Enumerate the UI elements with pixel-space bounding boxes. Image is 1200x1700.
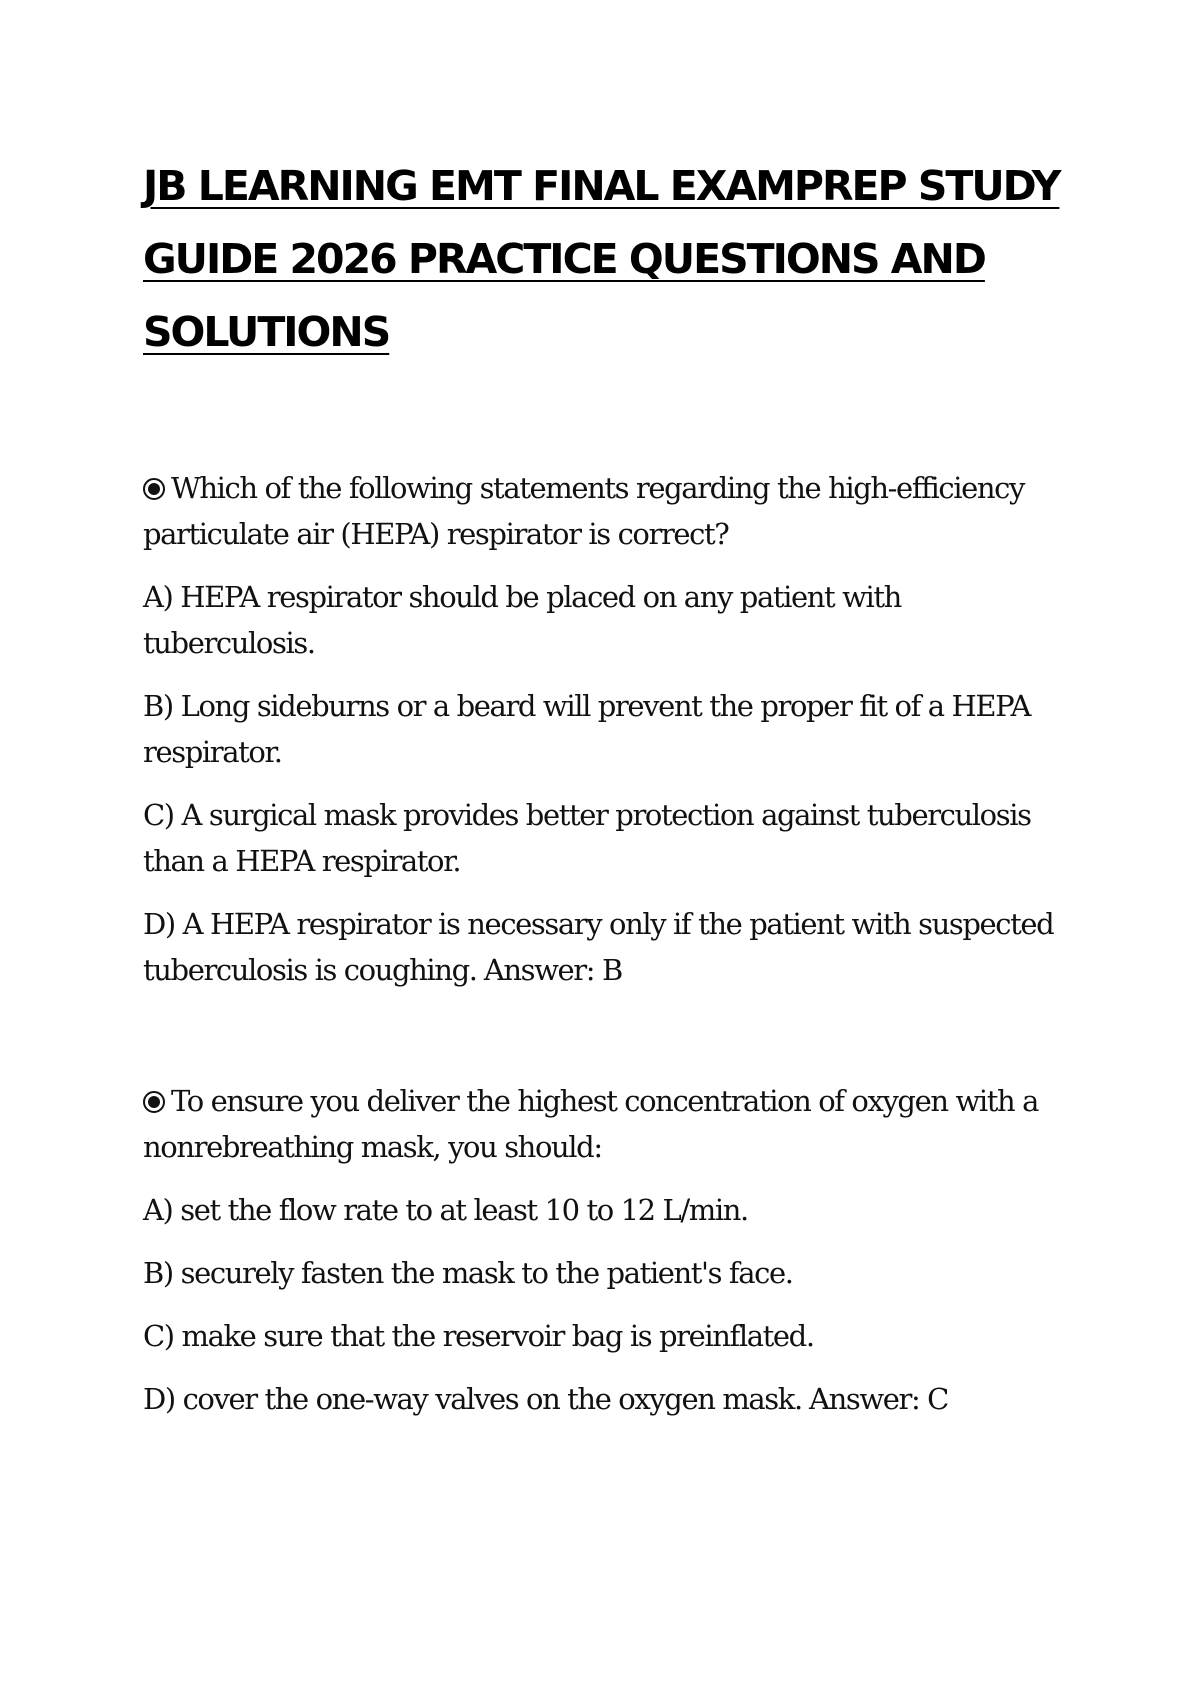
document-content [143, 150, 1073, 1507]
radio-bullet-icon [143, 478, 165, 500]
option-c: C) make sure that the reservoir bag is preinflated. [143, 1319, 814, 1353]
question-item [143, 465, 1073, 993]
option-d [143, 901, 1073, 993]
question-stem [143, 465, 1073, 557]
option-b: B) securely fasten the mask to the patient's face. [143, 1256, 793, 1290]
radio-bullet-icon [143, 1091, 165, 1113]
question-item [143, 1078, 1073, 1422]
option-d-text: D) cover the one-way valves on the oxygen mask. [143, 1382, 802, 1416]
question-text: Which of the following statements regarding the high-efficiency particulate air (HEPA) respirator is correct? [143, 471, 1024, 551]
question-text: To ensure you deliver the highest concentration of oxygen with a nonrebreathing mask, you should: [143, 1084, 1038, 1164]
option-a: A) set the flow rate to at least 10 to 12 L/min. [143, 1193, 748, 1227]
question-list [143, 465, 1073, 1422]
document-title: JB LEARNING EMT FINAL EXAMPREP STUDY GUIDE 2026 PRACTICE QUESTIONS AND SOLUTIONS [143, 162, 1060, 356]
option-d [143, 1376, 1073, 1422]
option-c: C) A surgical mask provides better protection against tuberculosis than a HEPA respirator. [143, 798, 1031, 878]
answer-key: Answer: B [483, 953, 622, 987]
question-stem [143, 1078, 1073, 1170]
option-d-text: D) A HEPA respirator is necessary only if the patient with suspected tuberculosis is coughing. [143, 907, 1054, 987]
option-a: A) HEPA respirator should be placed on any patient with tuberculosis. [143, 580, 901, 660]
option-b: B) Long sideburns or a beard will prevent the proper fit of a HEPA respirator. [143, 689, 1031, 769]
answer-key: Answer: C [809, 1382, 948, 1416]
